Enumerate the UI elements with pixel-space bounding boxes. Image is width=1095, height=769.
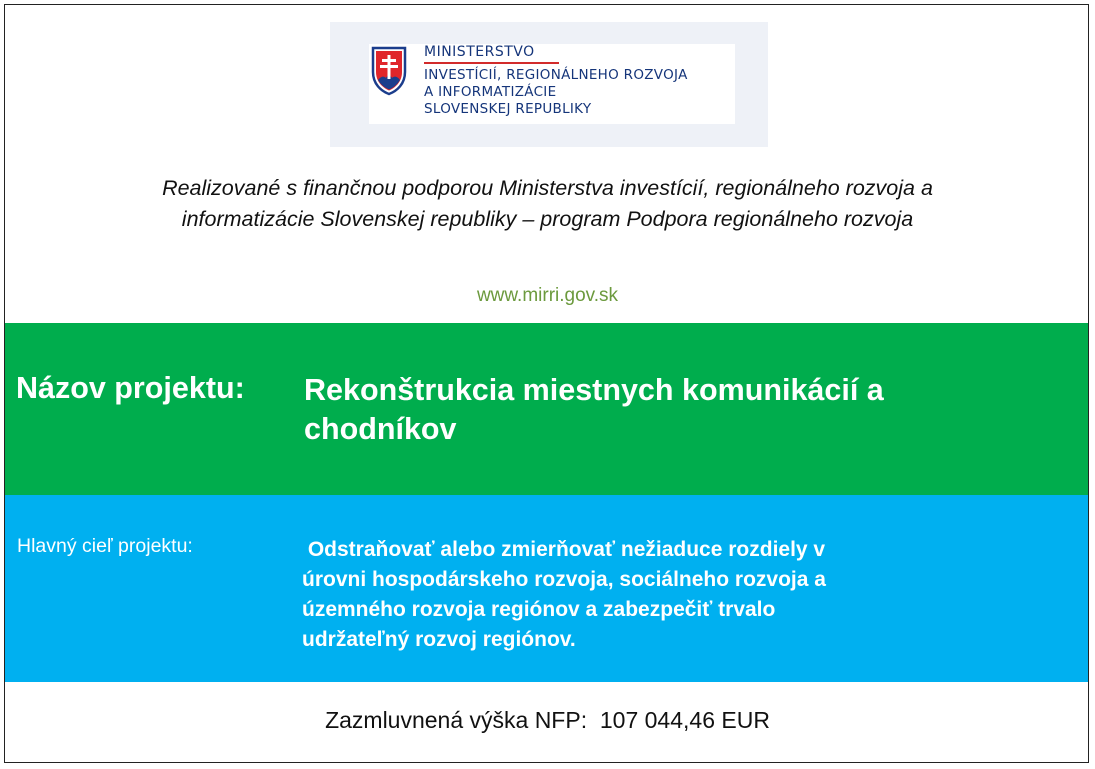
- main-goal-line: udržateľný rozvoj regiónov.: [302, 628, 576, 651]
- logo-title: MINISTERSTVO: [424, 44, 535, 60]
- logo-ministry-name: [424, 67, 688, 118]
- funding-statement: [5, 173, 1090, 235]
- ministry-logo: [369, 44, 735, 124]
- logo-line: INVESTÍCIÍ, REGIONÁLNEHO ROZVOJA: [424, 67, 688, 83]
- main-goal-line: úrovni hospodárskeho rozvoja, sociálneho rozvoja a: [302, 568, 826, 591]
- project-name-value: [304, 371, 1044, 449]
- main-goal-label: Hlavný cieľ projektu:: [17, 535, 193, 557]
- logo-line: SLOVENSKEJ REPUBLIKY: [424, 101, 592, 117]
- ministry-logo-panel: [330, 22, 768, 147]
- logo-red-rule: [424, 62, 559, 64]
- main-goal-band: [5, 495, 1088, 682]
- website-url: www.mirri.gov.sk: [476, 285, 619, 306]
- logo-line: A INFORMATIZÁCIE: [424, 84, 557, 100]
- funding-statement-line: Realizované s finančnou podporou Ministerstva investícií, regionálneho rozvoja a: [162, 176, 933, 200]
- contracted-amount: Zazmluvnená výška NFP: 107 044,46 EUR: [325, 707, 770, 733]
- main-goal-value: [302, 535, 826, 655]
- project-name-line: Rekonštrukcia miestnych komunikácií a: [304, 373, 884, 407]
- project-name-line: chodníkov: [304, 412, 457, 446]
- project-name-label: Názov projektu:: [16, 371, 245, 405]
- main-goal-line: Odstraňovať alebo zmierňovať nežiaduce rozdiely v: [302, 538, 826, 561]
- project-name-band: [5, 323, 1088, 495]
- slovak-coat-of-arms-icon: [371, 46, 407, 96]
- billboard-frame: [4, 4, 1089, 763]
- funding-statement-line: informatizácie Slovenskej republiky – program Podpora regionálneho rozvoja: [181, 207, 914, 231]
- main-goal-line: územného rozvoja regiónov a zabezpečiť trvalo: [302, 598, 776, 621]
